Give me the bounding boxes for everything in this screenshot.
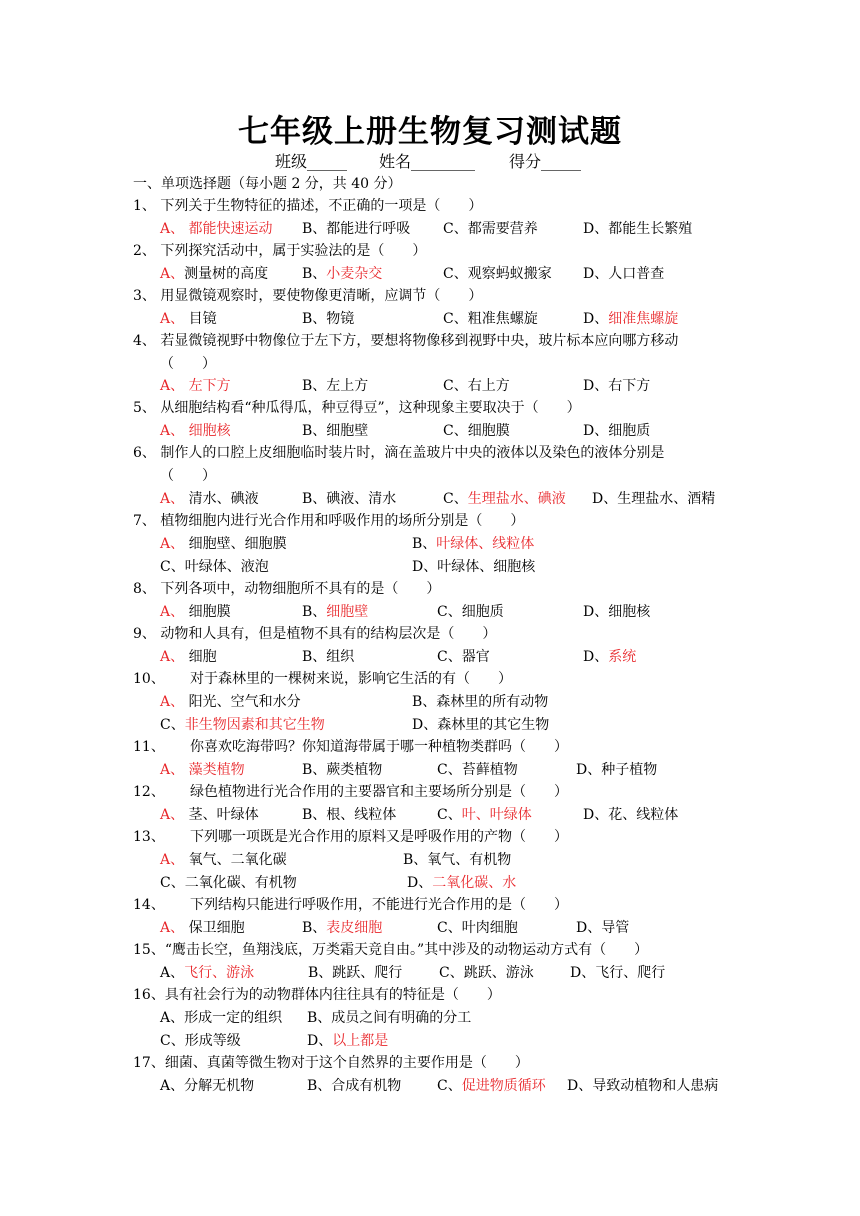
option-b: B、细胞壁 xyxy=(302,423,369,439)
question-10-number: 10、 xyxy=(133,671,165,687)
option-d: D、细胞核 xyxy=(583,604,651,620)
option-c: C、形成等级 xyxy=(160,1033,241,1049)
name-field: 姓名________ xyxy=(379,152,476,171)
option-b: B、组织 xyxy=(302,649,355,665)
question-1-stem: 1、 下列关于生物特征的描述，不正确的一项是（ ） xyxy=(133,198,483,214)
option-b: B、跳跃、爬行 xyxy=(308,965,403,981)
option-a: A、分解无机物 xyxy=(160,1078,255,1094)
question-12-number: 12、 xyxy=(133,784,165,800)
option-b: B、成员之间有明确的分工 xyxy=(307,1010,472,1026)
option-c: C、右上方 xyxy=(443,378,510,394)
question-9-stem: 9、 动物和人具有，但是植物不具有的结构层次是（ ） xyxy=(133,626,497,642)
student-info xyxy=(0,149,860,173)
question-12-stem: 绿色植物进行光合作用的主要器官和主要场所分别是（ ） xyxy=(190,784,568,800)
option-b: B、左上方 xyxy=(302,378,369,394)
option-a: A、 细胞壁、细胞膜 xyxy=(160,536,287,552)
section-heading: 一、单项选择题（每小题 2 分，共 40 分） xyxy=(133,176,402,192)
option-c: C、二氧化碳、有机物 xyxy=(160,875,297,891)
option-c: C、促进物质循环 xyxy=(437,1078,546,1094)
option-c: C、器官 xyxy=(437,649,490,665)
option-c: C、叶、叶绿体 xyxy=(437,807,532,823)
option-a: A、 目镜 xyxy=(160,311,217,327)
option-d: D、森林里的其它生物 xyxy=(412,717,550,733)
option-a: A、 藻类植物 xyxy=(160,762,245,778)
option-c: C、跳跃、游泳 xyxy=(439,965,534,981)
option-c: C、生理盐水、碘液 xyxy=(443,491,566,507)
question-10-stem: 对于森林里的一棵树来说，影响它生活的有（ ） xyxy=(190,671,512,687)
option-d: D、飞行、爬行 xyxy=(570,965,666,981)
option-a: A、 左下方 xyxy=(160,378,231,394)
question-5-stem: 5、 从细胞结构看“种瓜得瓜，种豆得豆”，这种现象主要取决于（ ） xyxy=(133,400,581,416)
question-8-stem: 8、 下列各项中，动物细胞所不具有的是（ ） xyxy=(133,581,441,597)
option-b: B、小麦杂交 xyxy=(302,266,383,282)
option-b: B、氧气、有机物 xyxy=(403,852,512,868)
option-b: B、森林里的所有动物 xyxy=(412,694,549,710)
option-d: D、种子植物 xyxy=(576,762,658,778)
question-14-stem: 下列结构只能进行呼吸作用，不能进行光合作用的是（ ） xyxy=(190,897,568,913)
option-d: D、花、线粒体 xyxy=(583,807,679,823)
question-7-stem: 7、 植物细胞内进行光合作用和呼吸作用的场所分别是（ ） xyxy=(133,513,525,529)
option-b: B、细胞壁 xyxy=(302,604,369,620)
score-field: 得分_____ xyxy=(509,152,582,171)
option-d: D、人口普查 xyxy=(583,266,665,282)
question-4-stem: 4、 若显微镜视野中物像位于左下方，要想将物像移到视野中央，玻片标本应向哪方移动 xyxy=(133,333,679,349)
question-14-number: 14、 xyxy=(133,897,165,913)
option-c: C、非生物因素和其它生物 xyxy=(160,717,325,733)
option-a: A、 细胞膜 xyxy=(160,604,231,620)
option-a: A、飞行、游泳 xyxy=(160,965,255,981)
option-a: A、 细胞 xyxy=(160,649,217,665)
option-d: D、右下方 xyxy=(583,378,651,394)
option-d: D、都能生长繁殖 xyxy=(583,221,693,237)
option-c: C、叶肉细胞 xyxy=(437,920,518,936)
question-2-stem: 2、 下列探究活动中，属于实验法的是（ ） xyxy=(133,243,427,259)
class-field: 班级_____ xyxy=(275,152,348,171)
option-c: C、都需要营养 xyxy=(443,221,538,237)
option-b: B、物镜 xyxy=(302,311,355,327)
option-d: D、生理盐水、酒精 xyxy=(592,491,716,507)
option-c: C、苔藓植物 xyxy=(437,762,518,778)
option-d: D、细准焦螺旋 xyxy=(583,311,679,327)
question-6-stem-cont: （ ） xyxy=(160,468,216,484)
option-c: C、细胞膜 xyxy=(443,423,510,439)
question-17-stem: 17、细菌、真菌等微生物对于这个自然界的主要作用是（ ） xyxy=(133,1055,529,1071)
question-15-stem: 15、“鹰击长空，鱼翔浅底，万类霜天竞自由。”其中涉及的动物运动方式有（ ） xyxy=(133,942,649,958)
option-d: D、以上都是 xyxy=(307,1033,389,1049)
option-a: A、 都能快速运动 xyxy=(160,221,273,237)
option-b: B、叶绿体、线粒体 xyxy=(412,536,535,552)
option-c: C、细胞质 xyxy=(437,604,504,620)
question-6-stem: 6、 制作人的口腔上皮细胞临时装片时，滴在盖玻片中央的液体以及染色的液体分别是 xyxy=(133,445,665,461)
option-c: C、叶绿体、液泡 xyxy=(160,559,269,575)
page-title: 七年级上册生物复习测试题 xyxy=(238,114,622,150)
option-b: B、都能进行呼吸 xyxy=(302,221,411,237)
question-13-stem: 下列哪一项既是光合作用的原料又是呼吸作用的产物（ ） xyxy=(190,829,568,845)
option-b: B、根、线粒体 xyxy=(302,807,397,823)
question-3-stem: 3、 用显微镜观察时，要使物像更清晰，应调节（ ） xyxy=(133,288,483,304)
option-d: D、叶绿体、细胞核 xyxy=(412,559,536,575)
question-11-number: 11、 xyxy=(133,739,165,755)
option-a: A、测量树的高度 xyxy=(160,266,269,282)
option-b: B、合成有机物 xyxy=(307,1078,402,1094)
question-11-stem: 你喜欢吃海带吗？你知道海带属于哪一种植物类群吗（ ） xyxy=(190,739,568,755)
option-d: D、导管 xyxy=(576,920,630,936)
option-c: C、观察蚂蚁搬家 xyxy=(443,266,552,282)
option-d: D、二氧化碳、水 xyxy=(407,875,517,891)
option-d: D、细胞质 xyxy=(583,423,651,439)
option-d: D、导致动植物和人患病 xyxy=(567,1078,719,1094)
option-c: C、粗准焦螺旋 xyxy=(443,311,538,327)
option-d: D、系统 xyxy=(583,649,637,665)
option-b: B、碘液、清水 xyxy=(302,491,397,507)
option-b: B、表皮细胞 xyxy=(302,920,383,936)
option-b: B、蕨类植物 xyxy=(302,762,383,778)
option-a: A、 氧气、二氧化碳 xyxy=(160,852,287,868)
option-a: A、 清水、碘液 xyxy=(160,491,259,507)
option-a: A、 茎、叶绿体 xyxy=(160,807,259,823)
question-4-stem-cont: （ ） xyxy=(160,356,216,372)
question-16-stem: 16、具有社会行为的动物群体内往往具有的特征是（ ） xyxy=(133,987,501,1003)
option-a: A、形成一定的组织 xyxy=(160,1010,283,1026)
question-13-number: 13、 xyxy=(133,829,165,845)
option-a: A、 细胞核 xyxy=(160,423,231,439)
option-a: A、 保卫细胞 xyxy=(160,920,245,936)
option-a: A、 阳光、空气和水分 xyxy=(160,694,301,710)
